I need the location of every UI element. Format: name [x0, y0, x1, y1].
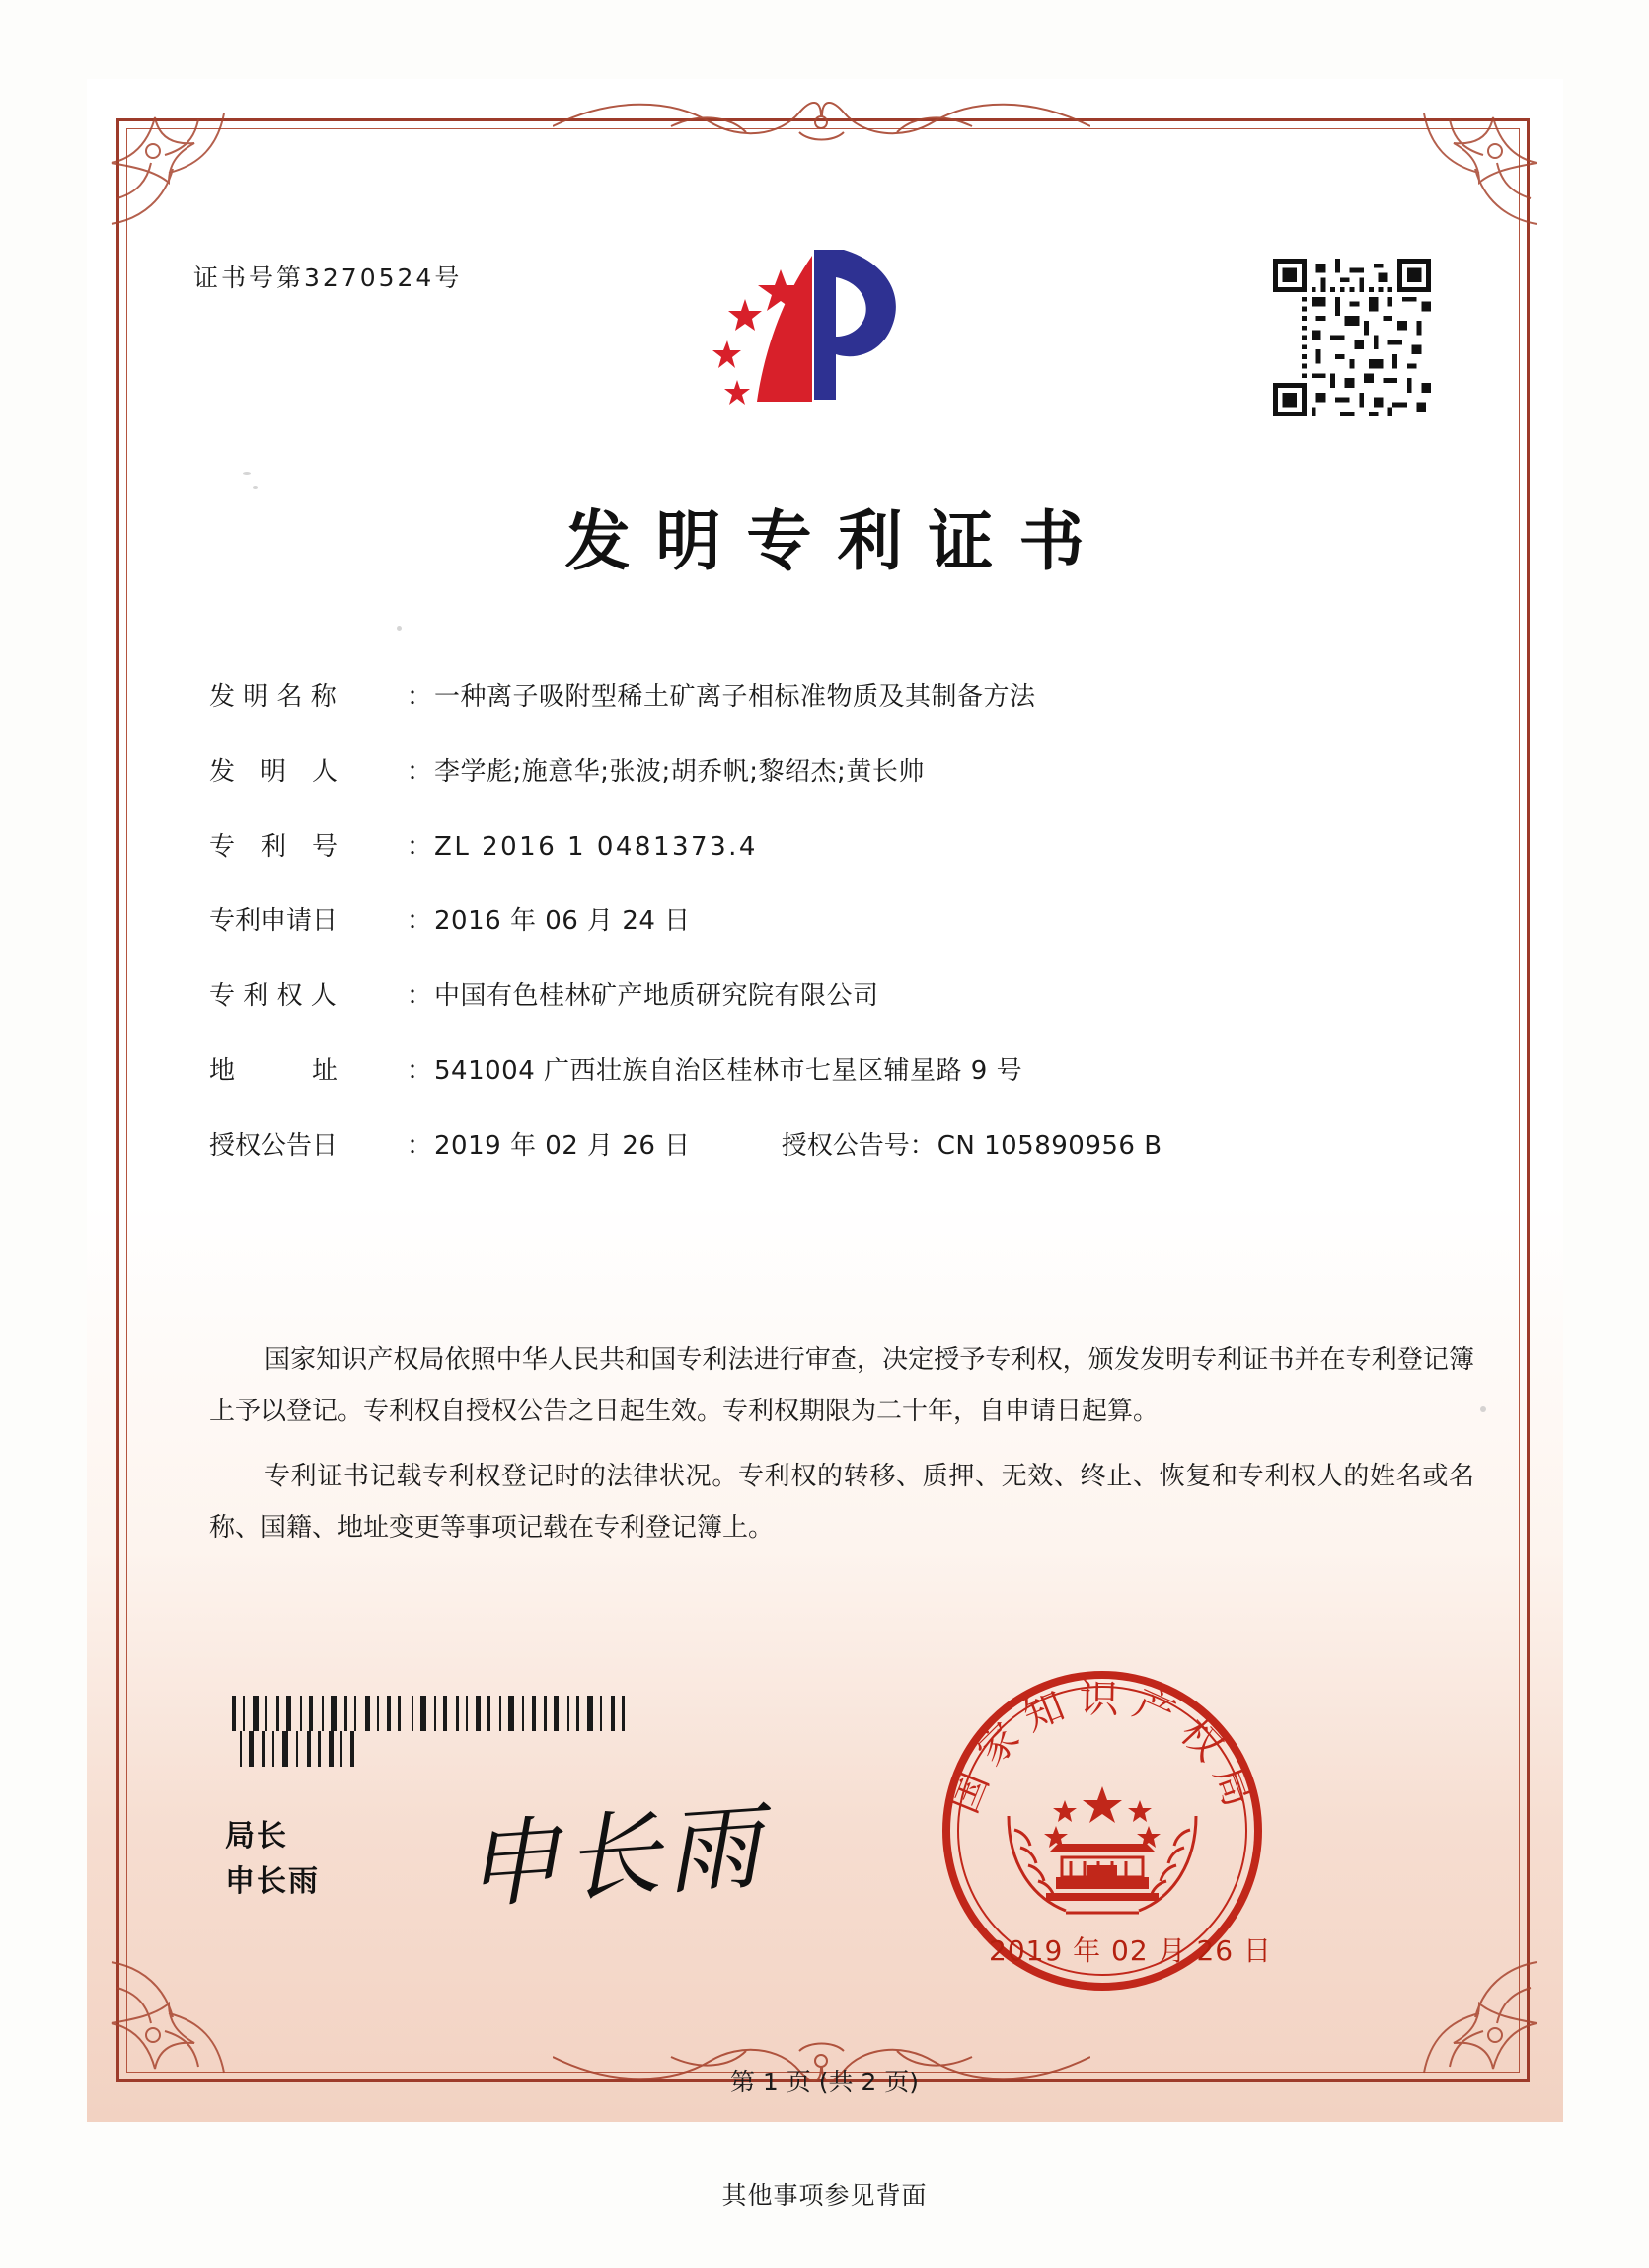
- field-invention-title: [209, 681, 1482, 715]
- signature-block: [225, 1814, 320, 1905]
- field-inventors: [209, 756, 1482, 790]
- field-list: [209, 681, 1482, 1205]
- field-patent-number: [209, 831, 1482, 865]
- field-value: 中国有色桂林矿产地质研究院有限公司: [434, 981, 879, 1012]
- field-colon: ：: [407, 1130, 433, 1161]
- paper-speckle: [1480, 1406, 1486, 1412]
- corner-ornament-icon: [1396, 1934, 1544, 2082]
- field-label: 发 明 人: [209, 756, 338, 787]
- field-patentee: [209, 980, 1482, 1014]
- field-value: ZL 2016 1 0481373.4: [434, 831, 758, 862]
- field-application-date: [209, 905, 1482, 939]
- field-colon: ：: [407, 831, 433, 862]
- paragraph-1: 国家知识产权局依照中华人民共和国专利法进行审查，决定授予专利权，颁发发明专利证书并在专利登记簿上予以登记。专利权自授权公告之日起生效。专利权期限为二十年，自申请日起算。: [209, 1345, 1474, 1426]
- corner-ornament-icon: [104, 1934, 252, 2082]
- qr-code: [1273, 259, 1431, 416]
- back-side-note: 其他事项参见背面: [721, 2181, 928, 2210]
- page-title: 发明专利证书: [564, 503, 1110, 579]
- field-value-grant-number: CN 105890956 B: [937, 1130, 1162, 1161]
- field-label: 发 明 名 称: [209, 682, 337, 712]
- legal-text: [209, 1334, 1474, 1567]
- seal-date: 2019 年 02 月 26 日: [989, 1934, 1273, 1967]
- field-label: 专 利 权 人: [209, 981, 337, 1012]
- field-colon: ：: [407, 981, 433, 1012]
- field-label: 地 址: [209, 1055, 338, 1086]
- field-value-grant-date: 2019 年 02 月 26 日: [434, 1130, 691, 1161]
- field-label: 专 利 号: [209, 831, 338, 862]
- paper-speckle: [397, 626, 402, 631]
- field-value: 541004 广西壮族自治区桂林市七星区辅星路 9 号: [434, 1055, 1023, 1086]
- paper-speckle: [243, 472, 251, 475]
- field-label-grant-number: 授权公告号: [781, 1130, 910, 1161]
- corner-ornament-icon: [1396, 104, 1544, 252]
- field-label-grant-date: 授权公告日: [209, 1130, 338, 1161]
- barcode: [232, 1696, 627, 1731]
- field-colon: ：: [407, 906, 433, 937]
- field-colon: ：: [407, 682, 433, 712]
- field-value: 李学彪;施意华;张波;胡乔帆;黎绍杰;黄长帅: [434, 756, 925, 787]
- field-value: 一种离子吸附型稀土矿离子相标准物质及其制备方法: [434, 682, 1036, 712]
- certificate-number: 证书号第3270524号: [193, 264, 463, 292]
- page-indicator: 第 1 页 (共 2 页): [729, 2068, 920, 2096]
- field-colon: ：: [407, 1055, 433, 1086]
- field-colon: ：: [909, 1130, 936, 1161]
- director-label: 局长: [225, 1819, 288, 1853]
- svg-text:国家知识产权局: 国家知识产权局: [940, 1676, 1265, 1825]
- corner-ornament-icon: [104, 104, 252, 252]
- field-label: 专利申请日: [209, 906, 338, 937]
- handwritten-signature: 申长雨: [460, 1790, 771, 1923]
- paragraph-2: 专利证书记载专利权登记时的法律状况。专利权的转移、质押、无效、终止、恢复和专利权人的姓名或名称、国籍、地址变更等事项记载在专利登记簿上。: [209, 1462, 1474, 1543]
- paper-speckle: [253, 486, 258, 489]
- field-value: 2016 年 06 月 24 日: [434, 906, 691, 937]
- director-name: 申长雨: [225, 1864, 320, 1899]
- field-address: [209, 1055, 1482, 1089]
- cnipa-logo: [696, 242, 942, 419]
- field-grant-row: [209, 1130, 1482, 1164]
- field-colon: ：: [407, 756, 433, 787]
- top-scroll-ornament-icon: [553, 87, 1090, 158]
